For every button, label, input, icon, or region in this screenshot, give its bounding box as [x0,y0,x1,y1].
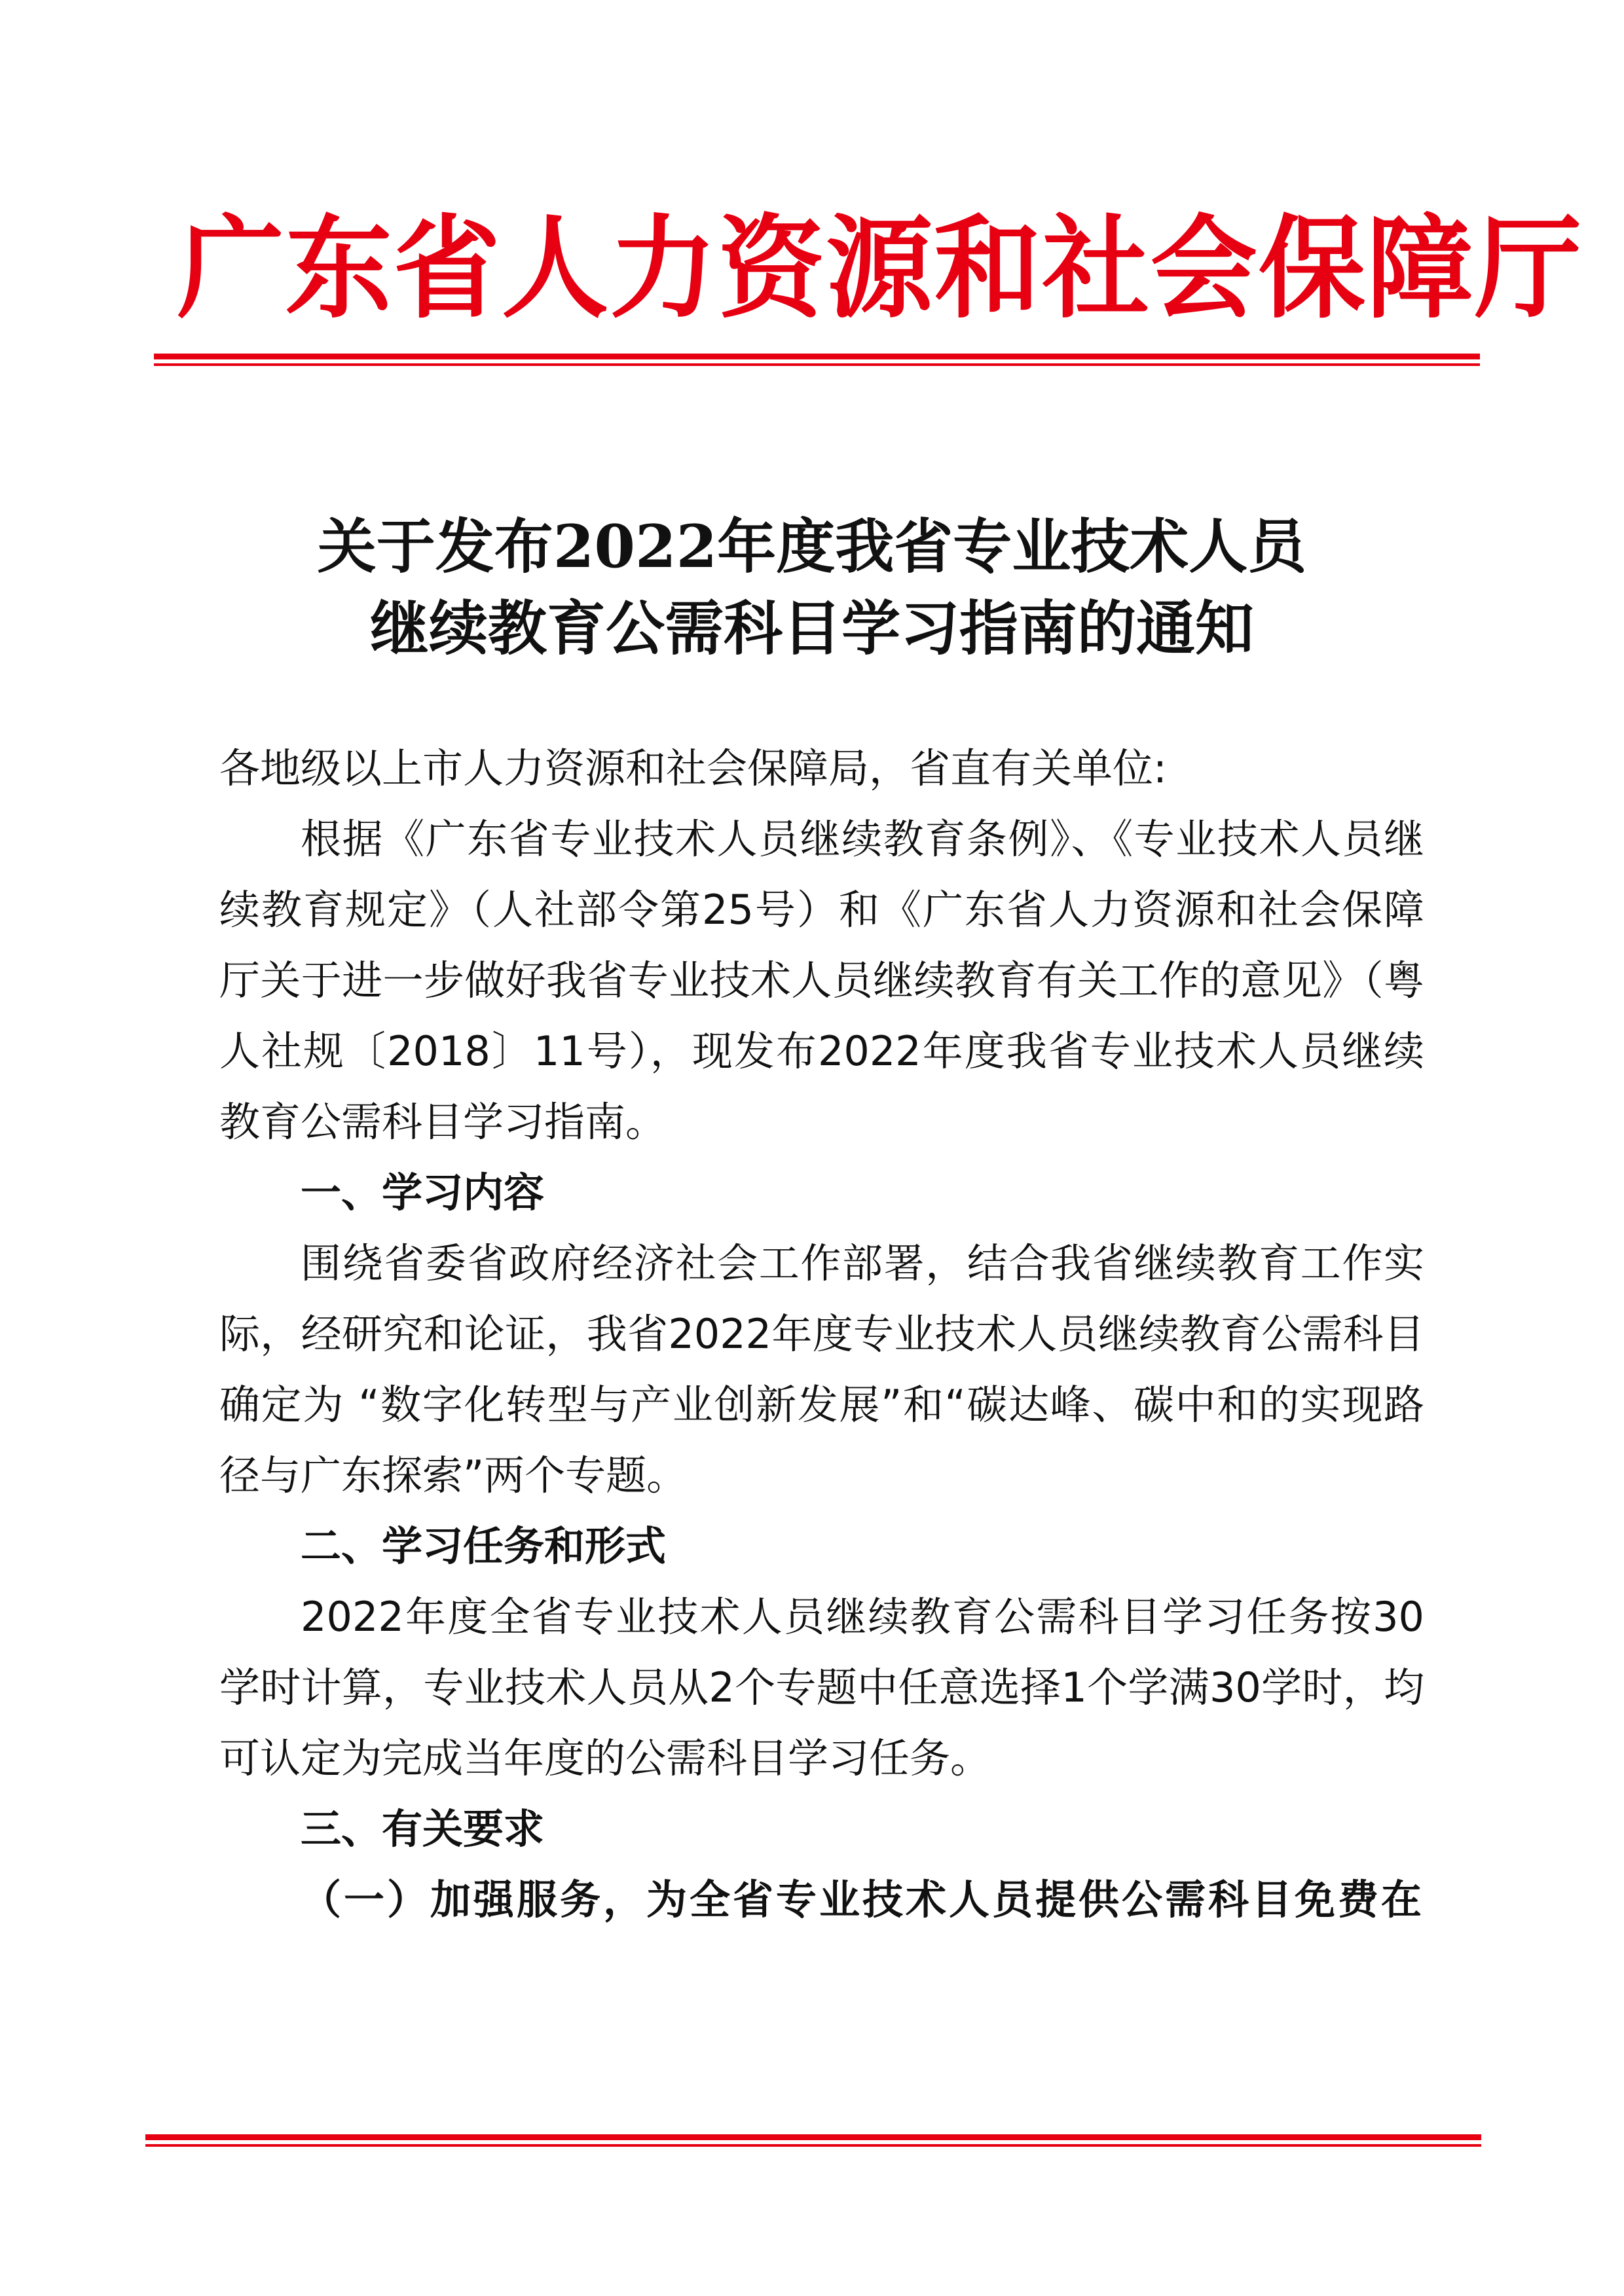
masthead-divider [154,354,1480,366]
section-2-heading: 二、学习任务和形式 [301,1522,667,1570]
document-body [219,733,1424,1935]
document-title-line-1: 关于发布2022年度我省专业技术人员 [317,512,1307,581]
section-2-paragraph: 2022年度全省专业技术人员继续教育公需科目学习任务按30学时计算，专业技术人员从2个专题中任意选择1个学满30学时，均可认定为完成当年度的公需科目学习任务。 [219,1593,1424,1782]
issuer-masthead: 广东省人力资源和社会保障厅 [177,203,1583,334]
section-1-paragraph: 围绕省委省政府经济社会工作部署，结合我省继续教育工作实际，经研究和论证，我省2022年度专业技术人员继续教育公需科目确定为 “数字化转型与产业创新发展”和“碳达峰、碳中和的实现路径与广东探索”两个专题。 [219,1239,1424,1499]
section-1-heading: 一、学习内容 [301,1169,545,1216]
section-3-subheading-1: （一）加强服务，为全省专业技术人员提供公需科目免费在 [301,1876,1425,1923]
section-3-heading: 三、有关要求 [301,1805,545,1853]
document-title-line-2: 继续教育公需科目学习指南的通知 [370,594,1254,663]
footer-divider [145,2134,1481,2147]
intro-paragraph: 根据《广东省专业技术人员继续教育条例》、《专业技术人员继续教育规定》（人社部令第25号）和《广东省人力资源和社会保障厅关于进一步做好我省专业技术人员继续教育有关工作的意见》（粤人社规〔2018〕11号），现发布2022年度我省专业技术人员继续教育公需科目学习指南。 [219,815,1424,1146]
salutation: 各地级以上市人力资源和社会保障局，省直有关单位: [219,744,1167,792]
